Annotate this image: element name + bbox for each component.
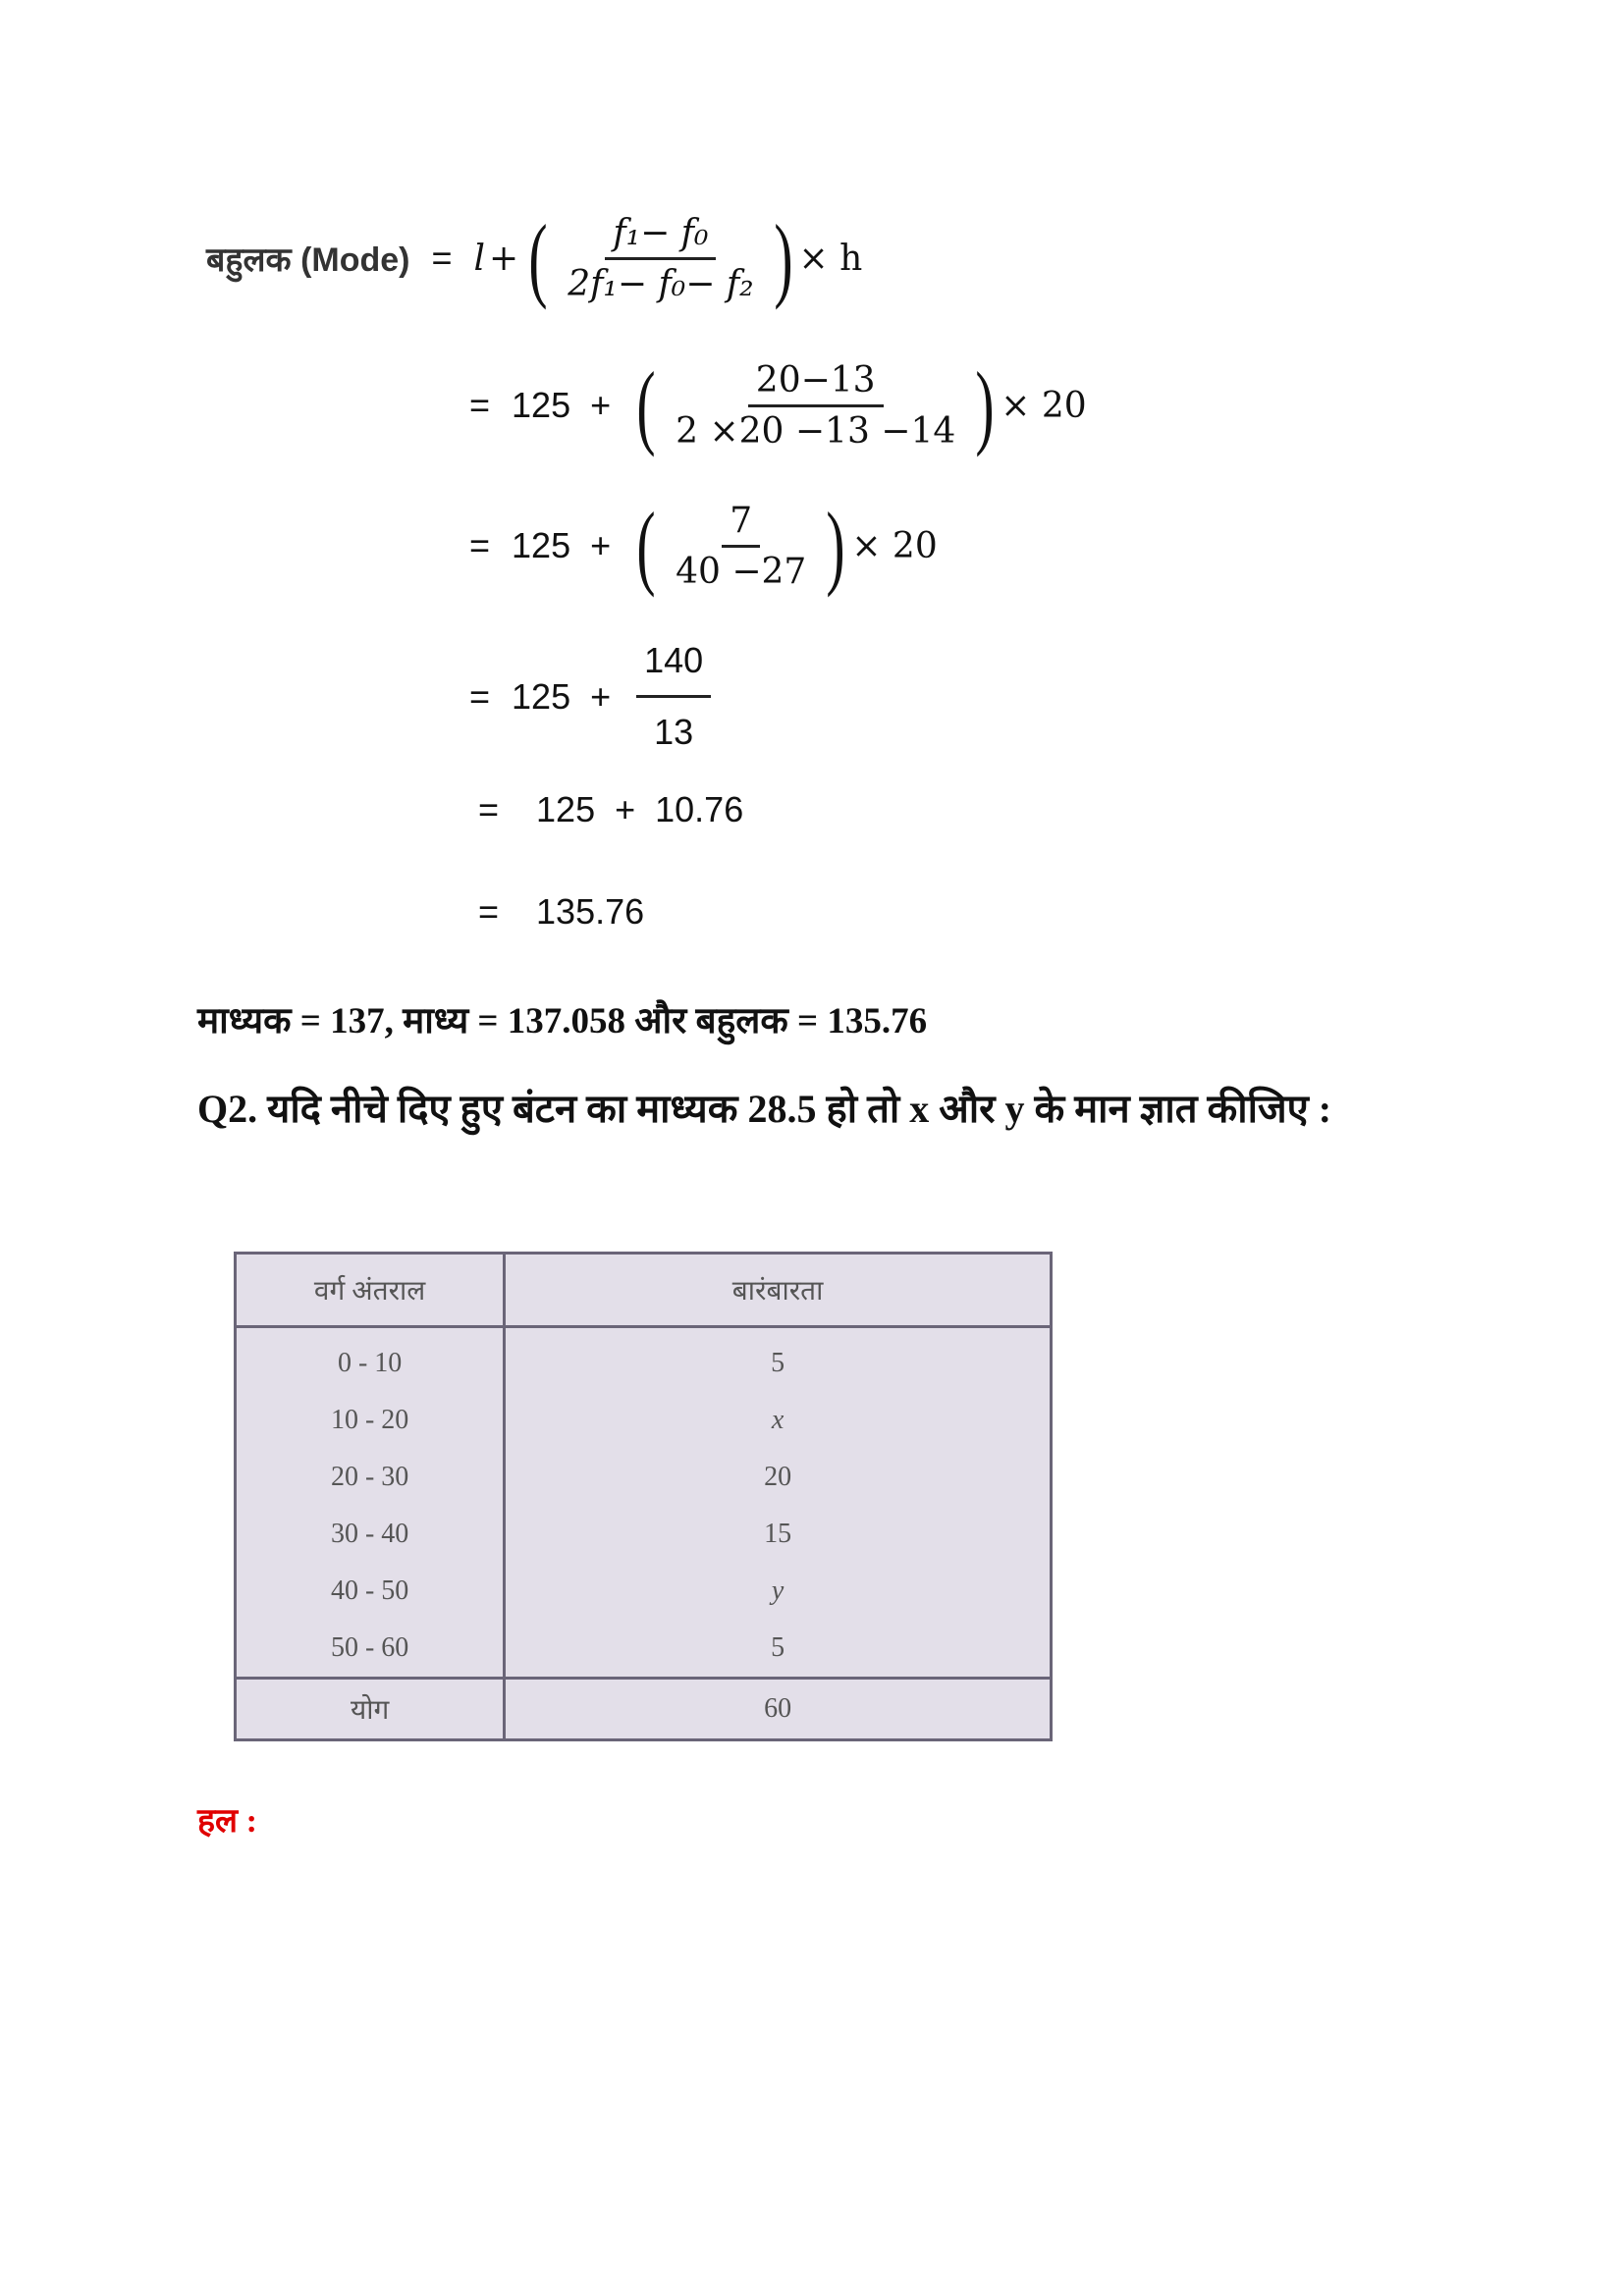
mode-step-1 (469, 352, 1087, 457)
class-interval-cell: 40 - 50 (236, 1563, 505, 1620)
step-lead: 125 (512, 525, 571, 565)
result-value: 135.76 (536, 891, 645, 932)
equals-sign: = (478, 789, 500, 829)
denominator: 13 (654, 712, 694, 752)
equals-sign: = (469, 525, 491, 565)
right-paren: ) (773, 205, 793, 310)
right-paren: ) (826, 493, 845, 598)
fraction (636, 640, 711, 753)
table-row (236, 1563, 1052, 1620)
left-paren: ( (636, 352, 656, 457)
denominator: 2f₁− f₀− f₂ (568, 263, 754, 304)
left-paren: ( (528, 205, 548, 310)
step-lead: 125 (512, 385, 571, 425)
plus-sign: + (590, 525, 612, 565)
class-interval-cell: 30 - 40 (236, 1506, 505, 1563)
table-row (236, 1620, 1052, 1679)
mode-step-2 (469, 493, 938, 598)
plus-sign: + (590, 675, 612, 717)
table-row (236, 1506, 1052, 1563)
footer-total: 60 (505, 1679, 1052, 1740)
summary-line: माध्यक = 137, माध्य = 137.058 और बहुलक = 135.76 (197, 1001, 928, 1041)
equals-sign: = (469, 385, 491, 425)
times-value: × 20 (851, 525, 938, 566)
var-l: l (473, 238, 486, 279)
plus-sign: + (489, 238, 519, 279)
left-paren: ( (636, 493, 656, 598)
frequency-cell: 5 (505, 1327, 1052, 1393)
denominator: 40 −27 (676, 551, 807, 592)
footer-label: योग (236, 1679, 505, 1740)
class-interval-cell: 10 - 20 (236, 1392, 505, 1449)
frequency-table (234, 1252, 1053, 1741)
mode-formula (206, 205, 863, 310)
table-row (236, 1327, 1052, 1393)
times-h: × h (798, 238, 863, 279)
fraction (560, 213, 761, 304)
right-paren: ) (975, 352, 995, 457)
frequency-cell: 15 (505, 1506, 1052, 1563)
frequency-cell: x (505, 1392, 1052, 1449)
frequency-cell: 20 (505, 1449, 1052, 1506)
fraction (668, 501, 814, 592)
equals-sign: = (431, 238, 453, 278)
frequency-cell: 5 (505, 1620, 1052, 1679)
header-frequency: बारंबारता (505, 1254, 1052, 1327)
equals-sign: = (478, 891, 500, 932)
class-interval-cell: 0 - 10 (236, 1327, 505, 1393)
equals-sign: = (469, 675, 491, 717)
mode-label: बहुलक (Mode) (206, 241, 410, 279)
solution-label: हल : (197, 1803, 257, 1840)
class-interval-cell: 50 - 60 (236, 1620, 505, 1679)
table-row (236, 1449, 1052, 1506)
denominator: 2 ×20 −13 −14 (676, 410, 956, 452)
plus-sign: + (590, 385, 612, 425)
numerator: f₁− f₀ (605, 213, 716, 260)
numerator: 140 (636, 640, 711, 698)
table-header-row (236, 1254, 1052, 1327)
table-row (236, 1392, 1052, 1449)
step-lead: 125 (512, 675, 571, 717)
class-interval-cell: 20 - 30 (236, 1449, 505, 1506)
step-value: 125 + 10.76 (536, 789, 744, 829)
numerator: 20−13 (748, 360, 884, 407)
question-text: Q2. यदि नीचे दिए हुए बंटन का माध्यक 28.5 हो तो x और y के मान ज्ञात कीजिए : (197, 1087, 1332, 1131)
numerator: 7 (722, 501, 760, 548)
table-footer-row (236, 1679, 1052, 1740)
header-class-interval: वर्ग अंतराल (236, 1254, 505, 1327)
mode-step-4 (478, 789, 743, 830)
fraction (668, 360, 963, 452)
times-value: × 20 (1001, 385, 1087, 426)
mode-result (478, 891, 644, 933)
frequency-cell: y (505, 1563, 1052, 1620)
mode-step-3 (469, 640, 717, 753)
